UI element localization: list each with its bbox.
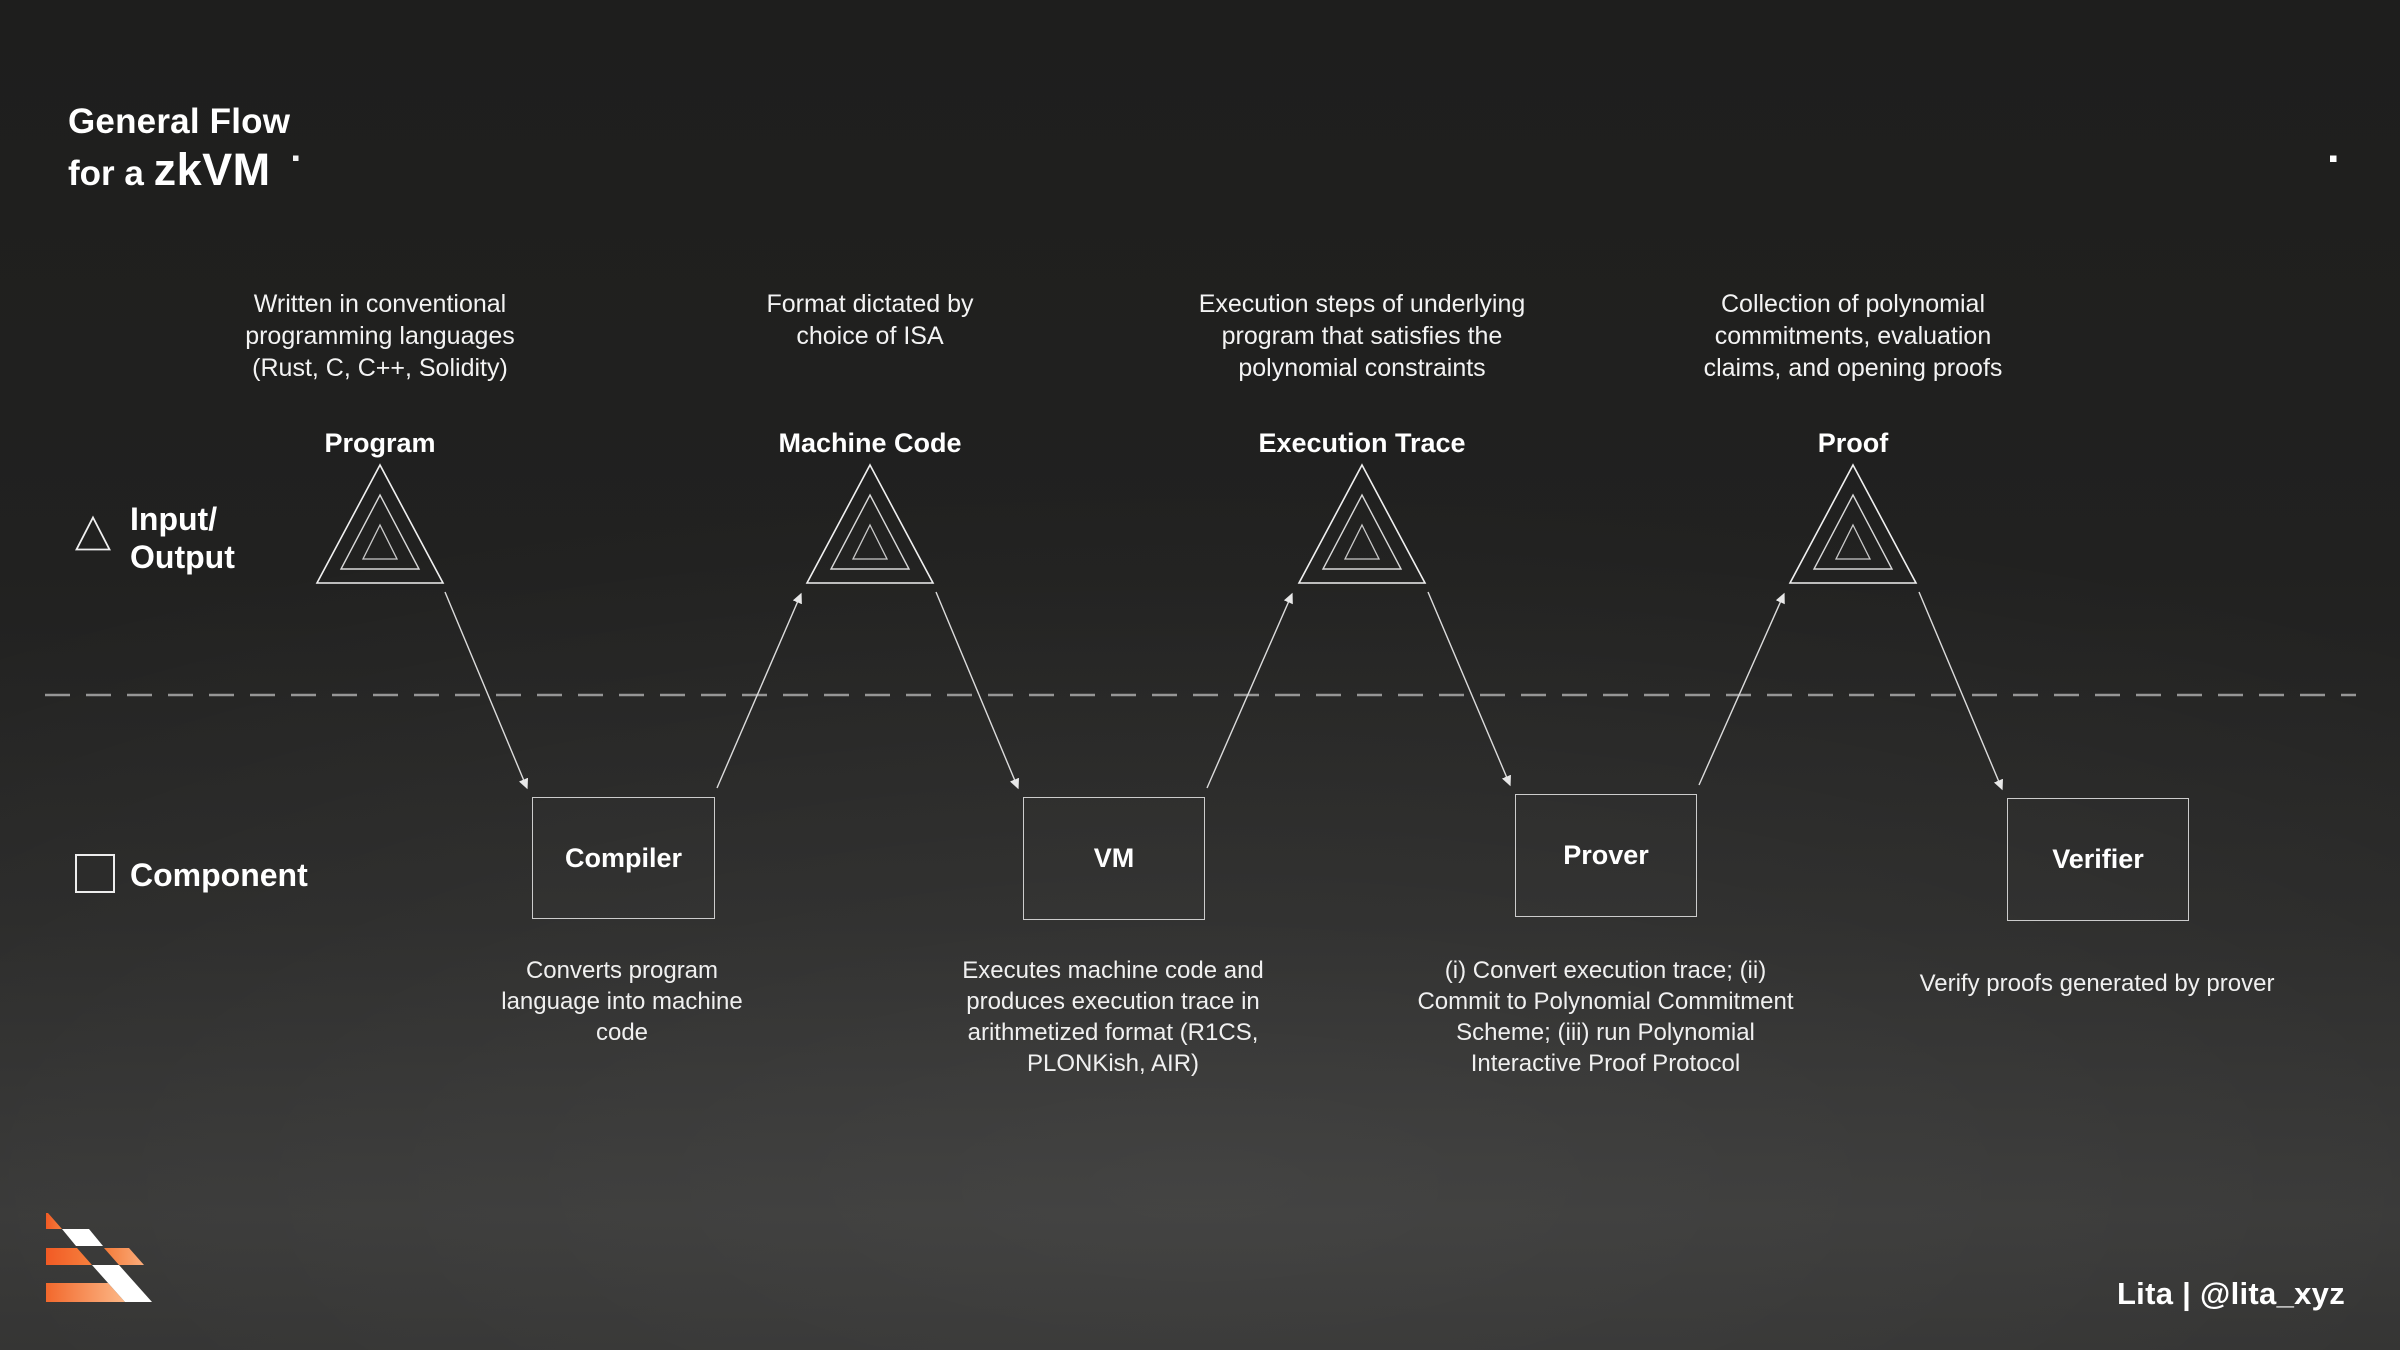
lita-logo-icon	[46, 1210, 152, 1305]
component-box-compiler: Compiler	[532, 797, 715, 919]
component-desc-prover: (i) Convert execution trace; (ii) Commit to Polynomial Commitment Scheme; (iii) run Polynomial Interactive Proof Protocol	[1417, 957, 1794, 1077]
flow-arrows	[445, 592, 2002, 789]
io-legend-label: Input/ Output	[130, 501, 235, 575]
arrow-program-to-compiler	[445, 592, 527, 788]
square-legend-icon	[75, 854, 115, 893]
title-rule	[293, 156, 2337, 163]
page-title-zkvm: zkVM	[153, 144, 271, 195]
stage-label-machine-code: Machine Code	[778, 428, 962, 458]
component-legend-label: Component	[130, 857, 308, 893]
component-box-verifier: Verifier	[2007, 798, 2189, 921]
stage-desc-proof: Collection of polynomial commitments, evaluation claims, and opening proofs	[1703, 290, 2003, 382]
stage-label-program: Program	[324, 428, 436, 458]
stage-desc-machine-code: Format dictated by choice of ISA	[766, 290, 974, 350]
stage-label-execution-trace: Execution Trace	[1258, 428, 1466, 458]
component-desc-verifier: Verify proofs generated by prover	[1919, 970, 2275, 997]
arrow-executiontrace-to-prover	[1428, 592, 1510, 785]
arrow-machinecode-to-vm	[936, 592, 1018, 788]
component-box-prover: Prover	[1515, 794, 1697, 917]
stage-desc-program: Written in conventional programming languages (Rust, C, C++, Solidity)	[245, 290, 515, 382]
stage-label-proof: Proof	[1817, 428, 1889, 458]
stage-desc-execution-trace: Execution steps of underlying program that satisfies the polynomial constraints	[1198, 290, 1526, 382]
page-title	[68, 98, 290, 198]
nested-triangle-icon-execution-trace	[1297, 463, 1427, 585]
component-desc-compiler: Converts program language into machine code	[501, 957, 743, 1046]
page-title-line2: for a zkVM	[68, 144, 271, 195]
nested-triangle-icon-proof	[1788, 463, 1918, 585]
triangle-legend-icon	[74, 515, 112, 552]
nested-triangle-icon-machine-code	[805, 463, 935, 585]
nested-triangle-icon-program	[315, 463, 445, 585]
footer-credit: Lita | @lita_xyz	[2116, 1276, 2345, 1311]
arrow-vm-to-executiontrace	[1207, 594, 1292, 788]
arrow-compiler-to-machinecode	[717, 594, 801, 788]
page-title-line1: General Flow	[68, 102, 291, 141]
component-box-vm: VM	[1023, 797, 1205, 920]
component-desc-vm: Executes machine code and produces execution trace in arithmetized format (R1CS, PLONKish, AIR)	[962, 957, 1264, 1077]
arrow-prover-to-proof	[1699, 594, 1784, 785]
arrow-proof-to-verifier	[1919, 592, 2002, 789]
